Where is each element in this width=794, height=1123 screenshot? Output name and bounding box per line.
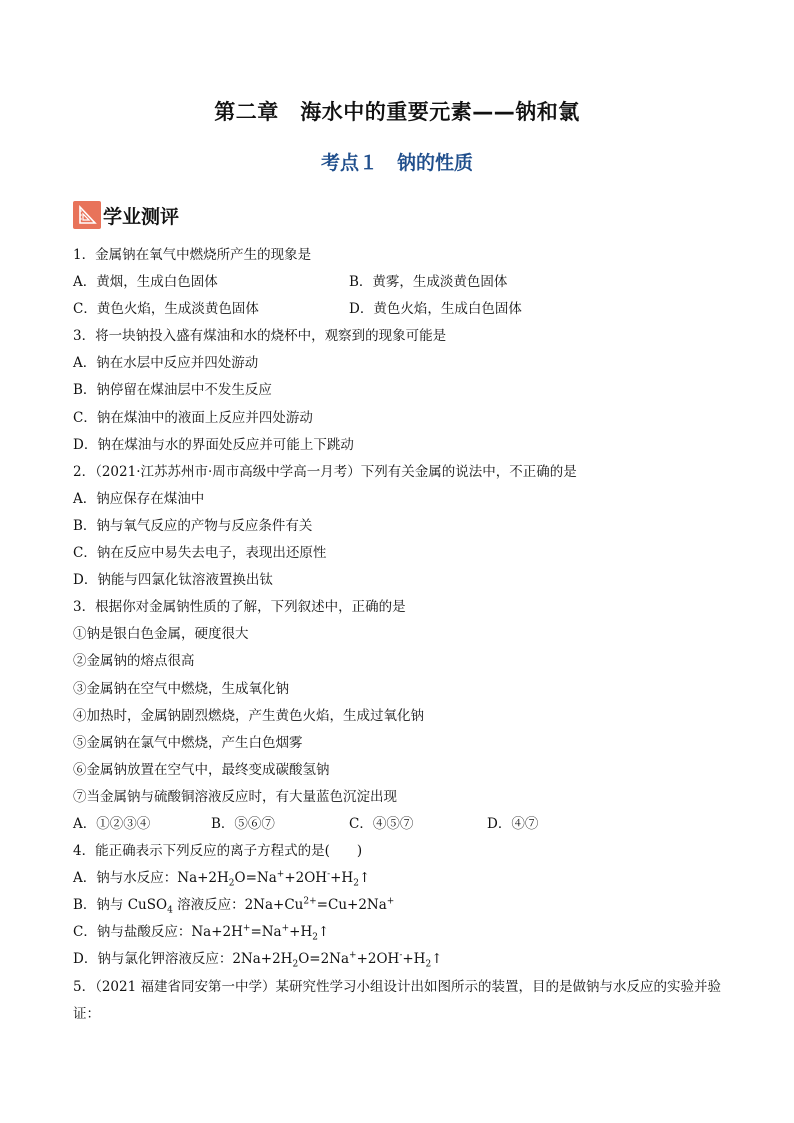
q2-stem: 2．（2021·江苏苏州市·周市高级中学高一月考）下列有关金属的说法中，不正确的是 — [73, 463, 577, 480]
q3b-option-c: C．④⑤⑦ — [349, 815, 414, 832]
q3b-item: ⑤金属钠在氯气中燃烧，产生白色烟雾 — [73, 734, 303, 751]
q3b-stem: 3．根据你对金属钠性质的了解，下列叙述中，正确的是 — [73, 599, 406, 616]
kaodian-title: 考点１ 钠的性质 — [320, 152, 473, 174]
q1-option-c: C．黄色火焰，生成淡黄色固体 — [73, 301, 259, 318]
q1-option-d: D．黄色火焰，生成白色固体 — [349, 301, 522, 318]
q4-option-d-equation: $2Na+2H_2O=2Na^++2OH^-+H_2↑$ — [232, 950, 443, 971]
q4-option-b-mid: 溶液反应： — [172, 897, 245, 914]
q4-option-a — [73, 865, 733, 892]
q4-option-c-prefix: C．钠与盐酸反应： — [73, 924, 192, 941]
q3b-item: ⑦当金属钠与硫酸铜溶液反应时，有大量蓝色沉淀出现 — [73, 788, 397, 805]
q3a-option-b: B．钠停留在煤油层中不发生反应 — [73, 382, 272, 399]
q2-option-a: A．钠应保存在煤油中 — [73, 490, 205, 507]
q3b-option-b: B．⑤⑥⑦ — [211, 815, 275, 832]
q4-option-a-equation: $Na+2H_2O=Na^++2OH^-+H_2↑$ — [177, 869, 371, 889]
q3a-option-a: A．钠在水层中反应并四处游动 — [73, 355, 259, 372]
q3a-option-c: C．钠在煤油中的液面上反应并四处游动 — [73, 409, 313, 426]
section-label: 学业测评 — [103, 205, 180, 228]
q4-option-b — [73, 892, 733, 919]
q3a-option-d: D．钠在煤油与水的界面处反应并可能上下跳动 — [73, 436, 354, 453]
q3b-item: ④加热时，金属钠剧烈燃烧，产生黄色火焰，生成过氧化钠 — [73, 707, 424, 724]
q4-option-b-formula: CuSO$_4$ — [127, 897, 173, 916]
q3b-options-row — [73, 811, 733, 838]
q3b-option-d: D．④⑦ — [487, 815, 539, 832]
q3a-stem: 3．将一块钠投入盛有煤油和水的烧杯中，观察到的现象可能是 — [73, 328, 447, 345]
q3b-item: ②金属钠的熔点很高 — [73, 653, 195, 670]
q2-option-c: C．钠在反应中易失去电子，表现出还原性 — [73, 545, 327, 562]
q2-option-b: B．钠与氧气反应的产物与反应条件有关 — [73, 517, 313, 534]
section-header — [73, 200, 179, 230]
q1-options-row1 — [73, 269, 733, 296]
q4-option-b-equation: $2Na+Cu^{2+}=Cu+2Na^+$ — [244, 896, 395, 914]
q1-stem: 1．金属钠在氧气中燃烧所产生的现象是 — [73, 247, 312, 263]
q3b-item: ③金属钠在空气中燃烧，生成氧化钠 — [73, 680, 289, 697]
q4-option-c — [73, 919, 733, 946]
q4-option-b-prefix: B．钠与 — [73, 897, 128, 914]
q3b-option-a: A．①②③④ — [73, 815, 151, 832]
q4-stem: 4．能正确表示下列反应的离子方程式的是( ) — [73, 843, 363, 860]
q4-option-c-equation: $Na+2H^+=Na^++H_2↑$ — [191, 923, 330, 944]
q5-stem: 5．（2021 福建省同安第一中学）某研究性学习小组设计出如图所示的装置，目的是做钠与水反应的实验并验证： — [73, 978, 721, 1022]
question-list — [73, 242, 733, 1028]
set-square-icon — [73, 201, 101, 229]
q4-option-a-prefix: A．钠与水反应： — [73, 870, 178, 887]
q1-options-row2 — [73, 296, 733, 323]
chapter-title: 第二章 海水中的重要元素——钠和氯 — [214, 100, 580, 124]
q3b-item: ⑥金属钠放置在空气中，最终变成碳酸氢钠 — [73, 761, 330, 778]
q1-option-b: B．黄雾，生成淡黄色固体 — [349, 274, 508, 291]
q4-option-d — [73, 946, 733, 973]
q2-option-d: D．钠能与四氯化钛溶液置换出钛 — [73, 572, 273, 589]
q3b-item: ①钠是银白色金属，硬度很大 — [73, 626, 249, 643]
q4-option-d-prefix: D．钠与氯化钾溶液反应： — [73, 951, 233, 968]
q1-option-a: A．黄烟，生成白色固体 — [73, 274, 218, 291]
